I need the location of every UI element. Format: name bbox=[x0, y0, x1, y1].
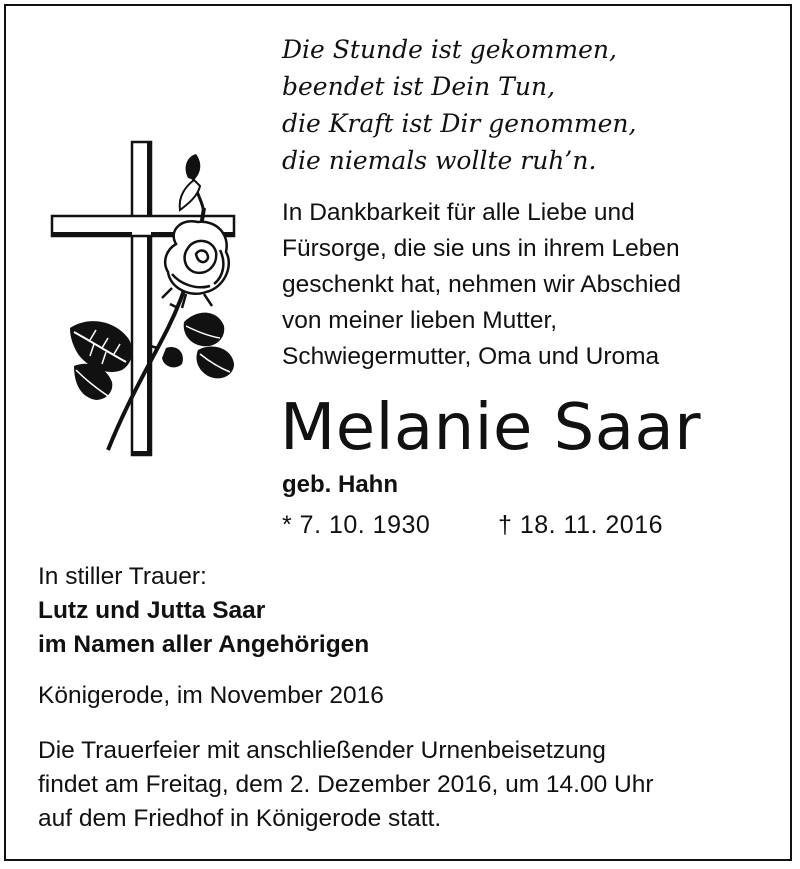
funeral-line: auf dem Friedhof in Königerode statt. bbox=[38, 805, 442, 832]
place-date: Königerode, im November 2016 bbox=[38, 682, 384, 709]
poem bbox=[282, 31, 636, 179]
funeral-info bbox=[38, 734, 654, 836]
cross-with-rose-icon bbox=[48, 138, 242, 460]
birth-date: * 7. 10. 1930 bbox=[282, 511, 431, 539]
funeral-line: Die Trauerfeier mit anschließender Urnenbeisetzung bbox=[38, 737, 606, 764]
intro-line: In Dankbarkeit für alle Liebe und bbox=[282, 199, 635, 226]
poem-line: Die Stunde ist gekommen, bbox=[282, 35, 617, 64]
mourner-line: Lutz und Jutta Saar bbox=[38, 597, 266, 624]
poem-line: die niemals wollte ruh’n. bbox=[282, 146, 597, 175]
mourner-line: im Namen aller Angehörigen bbox=[38, 631, 370, 658]
intro-line: Fürsorge, die sie uns in ihrem Leben bbox=[282, 235, 680, 262]
mourners-list bbox=[38, 594, 369, 662]
deceased-name: Melanie Saar bbox=[280, 391, 702, 465]
intro-line: Schwiegermutter, Oma und Uroma bbox=[282, 343, 660, 370]
death-date: † 18. 11. 2016 bbox=[498, 511, 664, 539]
intro-paragraph bbox=[282, 195, 681, 375]
intro-line: geschenkt hat, nehmen wir Abschied bbox=[282, 271, 682, 298]
maiden-name: geb. Hahn bbox=[282, 471, 399, 498]
poem-line: beendet ist Dein Tun, bbox=[282, 72, 556, 101]
mourners-heading: In stiller Trauer: bbox=[38, 563, 207, 590]
intro-line: von meiner lieben Mutter, bbox=[282, 307, 558, 334]
poem-line: die Kraft ist Dir genommen, bbox=[282, 109, 637, 138]
funeral-line: findet am Freitag, dem 2. Dezember 2016, um 14.00 Uhr bbox=[38, 771, 654, 798]
